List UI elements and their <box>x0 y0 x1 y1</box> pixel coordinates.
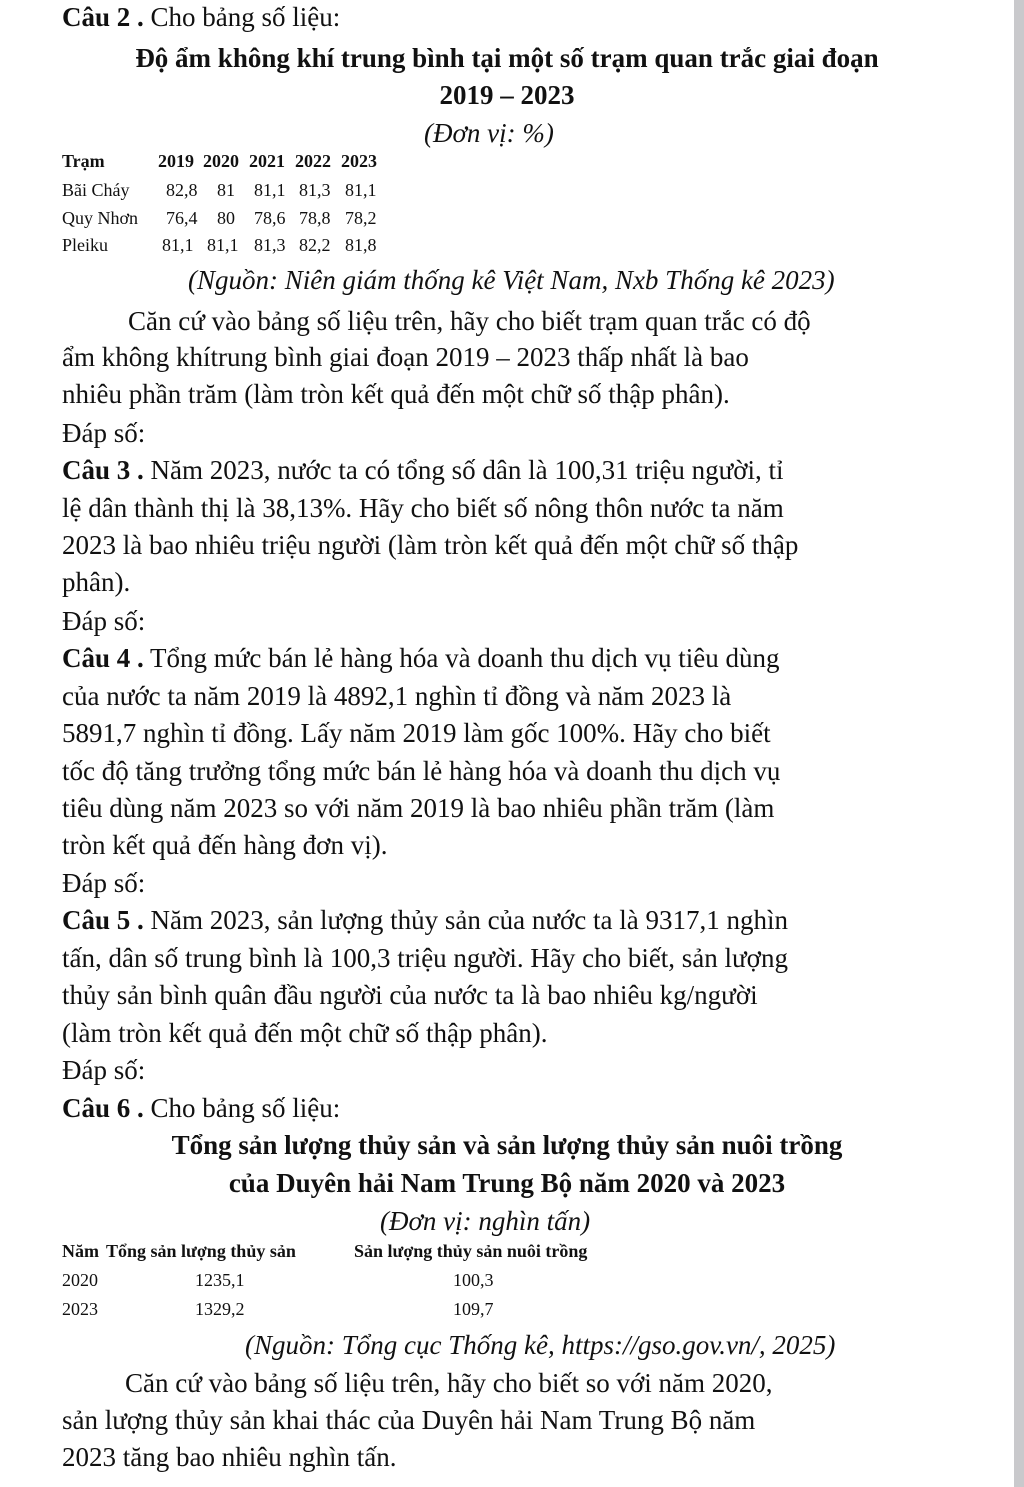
q2-title-line2: 2019 – 2023 <box>439 80 575 110</box>
q6-label: Câu 6 . <box>62 1093 144 1123</box>
q3-text: Năm 2023, nước ta có tổng số dân là 100,31 triệu người, tỉ <box>150 455 784 485</box>
q2-intro: Cho bảng số liệu: <box>150 2 341 32</box>
table-row <box>62 179 422 203</box>
q5-line: (làm tròn kết quả đến một chữ số thập phân). <box>62 1018 548 1048</box>
q2-cell: 81,1 <box>254 180 286 200</box>
q3-line: phân). <box>62 567 131 597</box>
q4-line: tốc độ tăng trưởng tổng mức bán lẻ hàng hóa và doanh thu dịch vụ <box>62 756 781 786</box>
q6-unit: (Đơn vị: nghìn tấn) <box>380 1206 591 1236</box>
q3-line: 2023 là bao nhiêu triệu người (làm tròn kết quả đến một chữ số thập <box>62 530 799 560</box>
q2-th-2021: 2021 <box>249 151 285 171</box>
table-row <box>62 1298 662 1322</box>
q2-th-2019: 2019 <box>158 151 194 171</box>
q2-question-line: Căn cứ vào bảng số liệu trên, hãy cho biết trạm quan trắc có độ <box>128 306 811 336</box>
q2-unit: (Đơn vị: %) <box>424 118 554 148</box>
q4-answer-label: Đáp số: <box>62 868 146 898</box>
table-row <box>62 1269 662 1293</box>
q2-cell: 82,2 <box>299 235 331 255</box>
q6-intro: Cho bảng số liệu: <box>150 1093 341 1123</box>
table-row <box>62 234 422 258</box>
q2-heading <box>62 2 340 32</box>
q2-cell: 78,6 <box>254 208 286 228</box>
q6-table <box>62 1240 662 1325</box>
q4-line: 5891,7 nghìn tỉ đồng. Lấy năm 2019 làm gốc 100%. Hãy cho biết <box>62 718 771 748</box>
q6-question-line: 2023 tăng bao nhiêu nghìn tấn. <box>62 1442 397 1472</box>
q6-th-year: Năm <box>62 1241 99 1261</box>
q2-table-header <box>62 150 422 174</box>
q2-th-2022: 2022 <box>295 151 331 171</box>
q6-th-aquaculture: Sản lượng thủy sản nuôi trồng <box>354 1241 588 1261</box>
q6-title-line2: của Duyên hải Nam Trung Bộ năm 2020 và 2023 <box>228 1168 786 1198</box>
q6-question-line: Căn cứ vào bảng số liệu trên, hãy cho biết so với năm 2020, <box>125 1368 773 1398</box>
q2-cell: 81,3 <box>299 180 331 200</box>
q4-line: tròn kết quả đến hàng đơn vị). <box>62 830 388 860</box>
q2-question-line: nhiêu phần trăm (làm tròn kết quả đến một chữ số thập phân). <box>62 379 730 409</box>
q3-line: lệ dân thành thị là 38,13%. Hãy cho biết số nông thôn nước ta năm <box>62 493 784 523</box>
q2-cell-station: Quy Nhơn <box>62 208 139 228</box>
q2-question-line: ẩm không khítrung bình giai đoạn 2019 – 2023 thấp nhất là bao <box>62 342 749 372</box>
q2-cell: 76,4 <box>166 208 198 228</box>
q5-text: Năm 2023, sản lượng thủy sản của nước ta là 9317,1 nghìn <box>150 905 788 935</box>
q2-cell: 80 <box>217 208 235 228</box>
q2-table <box>62 150 422 255</box>
q4-text: Tổng mức bán lẻ hàng hóa và doanh thu dịch vụ tiêu dùng <box>150 643 780 673</box>
q6-cell: 1235,1 <box>195 1270 245 1290</box>
page-edge-shadow <box>1014 0 1024 1487</box>
q2-cell: 78,2 <box>345 208 377 228</box>
q6-cell: 100,3 <box>453 1270 494 1290</box>
q2-label: Câu 2 . <box>62 2 144 32</box>
q2-cell: 81,1 <box>162 235 194 255</box>
q4-line: tiêu dùng năm 2023 so với năm 2019 là bao nhiêu phần trăm (làm <box>62 793 775 823</box>
q2-source: (Nguồn: Niên giám thống kê Việt Nam, Nxb Thống kê 2023) <box>188 265 835 295</box>
q2-cell: 81,3 <box>254 235 286 255</box>
q5-line: tấn, dân số trung bình là 100,3 triệu người. Hãy cho biết, sản lượng <box>62 943 788 973</box>
q6-source: (Nguồn: Tổng cục Thống kê, https://gso.gov.vn/, 2025) <box>245 1330 836 1360</box>
q2-title-line1: Độ ẩm không khí trung bình tại một số trạm quan trắc giai đoạn <box>135 43 879 73</box>
q4-label: Câu 4 . <box>62 643 144 673</box>
q6-question-line: sản lượng thủy sản khai thác của Duyên hải Nam Trung Bộ năm <box>62 1405 756 1435</box>
q6-cell-year: 2023 <box>62 1299 98 1319</box>
q5-answer-label: Đáp số: <box>62 1055 146 1085</box>
q2-cell-station: Pleiku <box>62 235 109 255</box>
q6-cell-year: 2020 <box>62 1270 98 1290</box>
q2-cell: 78,8 <box>299 208 331 228</box>
q2-th-station: Trạm <box>62 151 105 171</box>
q5-label: Câu 5 . <box>62 905 144 935</box>
q2-cell: 81,8 <box>345 235 377 255</box>
q6-cell: 1329,2 <box>195 1299 245 1319</box>
q2-cell: 81,1 <box>345 180 377 200</box>
q4-line: của nước ta năm 2019 là 4892,1 nghìn tỉ đồng và năm 2023 là <box>62 681 732 711</box>
q6-cell: 109,7 <box>453 1299 494 1319</box>
q5-line-first <box>62 905 788 935</box>
table-row <box>62 207 422 231</box>
q2-th-2020: 2020 <box>203 151 239 171</box>
q4-line-first <box>62 643 780 673</box>
q3-line-first <box>62 455 784 485</box>
q3-answer-label: Đáp số: <box>62 606 146 636</box>
q2-cell-station: Bãi Cháy <box>62 180 130 200</box>
q6-heading <box>62 1093 340 1123</box>
q2-cell: 81 <box>217 180 235 200</box>
q2-cell: 81,1 <box>207 235 239 255</box>
q3-label: Câu 3 . <box>62 455 144 485</box>
q6-table-header <box>62 1240 662 1264</box>
q6-th-total: Tổng sản lượng thủy sản <box>106 1241 296 1261</box>
q2-th-2023: 2023 <box>341 151 377 171</box>
q2-cell: 82,8 <box>166 180 198 200</box>
q2-answer-label: Đáp số: <box>62 418 146 448</box>
q5-line: thủy sản bình quân đầu người của nước ta là bao nhiêu kg/người <box>62 980 758 1010</box>
q6-title-line1: Tổng sản lượng thủy sản và sản lượng thủy sản nuôi trồng <box>171 1130 843 1160</box>
